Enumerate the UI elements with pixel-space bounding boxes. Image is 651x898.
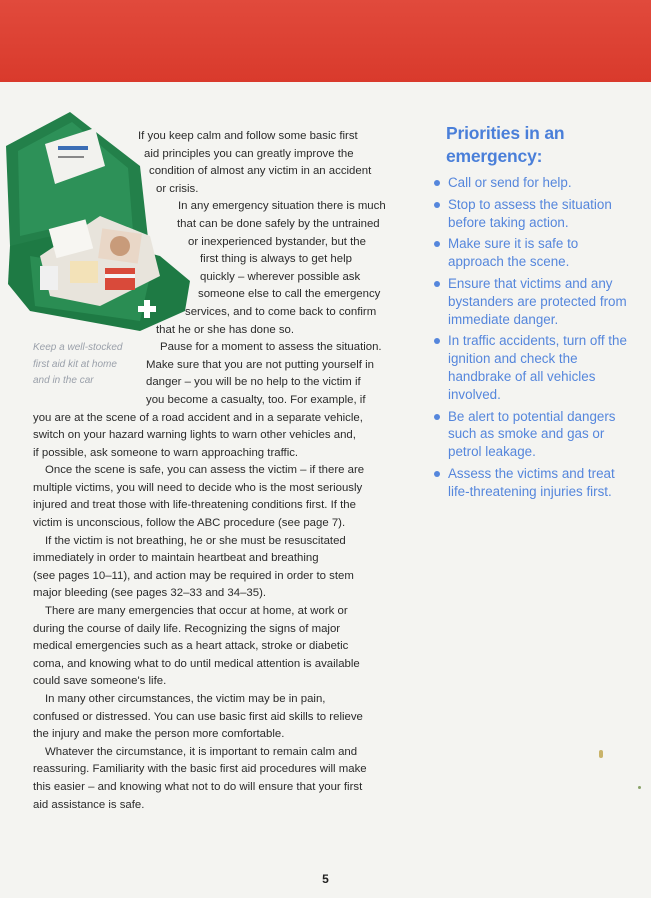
body-line: If the victim is not breathing, he or she must be resuscitated (45, 534, 346, 547)
body-line: switch on your hazard warning lights to warn other vehicles and, (33, 429, 356, 442)
bullet-icon (434, 471, 440, 477)
body-line: immediately in order to maintain heartbeat and breathing (33, 552, 319, 565)
body-line: aid assistance is safe. (33, 798, 145, 811)
bullet-icon (434, 180, 440, 186)
body-line: aid principles you can greatly improve the (144, 147, 354, 160)
sidebar-title-line: emergency: (446, 146, 543, 166)
main-body-text (33, 128, 408, 814)
body-line: condition of almost any victim in an accident (149, 165, 372, 178)
body-line: confused or distressed. You can use basic first aid skills to relieve (33, 710, 363, 723)
priorities-list (432, 174, 632, 501)
body-line: coma, and knowing what to do until medical attention is available (33, 657, 360, 670)
body-line: (see pages 10–11), and action may be required in order to stem (33, 569, 354, 582)
body-line: If you keep calm and follow some basic first (138, 130, 358, 142)
body-line: if possible, ask someone to warn approaching traffic. (33, 446, 299, 459)
body-line: danger – you will be no help to the victim if (146, 376, 361, 389)
body-line: medical emergencies such as a heart attack, stroke or diabetic (33, 640, 349, 653)
body-line: Pause for a moment to assess the situation. (160, 341, 382, 354)
body-line: victim is unconscious, follow the ABC procedure (see page 7). (33, 517, 346, 530)
body-line: this easier – and knowing what not to do will ensure that your first (33, 780, 363, 793)
priority-item (432, 235, 632, 271)
priority-text: Stop to assess the situation before taking action. (448, 196, 612, 230)
body-line: that he or she has done so. (156, 323, 295, 336)
decorative-speck (638, 786, 641, 789)
priority-text: Be alert to potential dangers such as smoke and gas or petrol leakage. (448, 408, 616, 460)
priority-text: Call or send for help. (448, 175, 572, 190)
body-line: Whatever the circumstance, it is important to remain calm and (45, 745, 358, 758)
body-line: during the course of daily life. Recognizing the signs of major (33, 622, 341, 635)
priorities-sidebar (432, 122, 632, 505)
body-line: major bleeding (see pages 32–33 and 34–35). (33, 587, 267, 600)
bullet-icon (434, 281, 440, 287)
body-line: someone else to call the emergency (198, 288, 381, 301)
bullet-icon (434, 241, 440, 247)
priority-item (432, 332, 632, 403)
body-line: first thing is always to get help (200, 253, 352, 266)
body-line: you become a casualty, too. For example, if (146, 393, 366, 406)
body-line: the injury and make the person more comfortable. (33, 728, 285, 741)
body-line: In many other circumstances, the victim may be in pain, (45, 693, 326, 705)
page-number: 5 (322, 872, 329, 886)
body-line: multiple victims, you will need to decide who is the most seriously (33, 481, 363, 494)
sidebar-title-line: Priorities in an (446, 123, 565, 143)
body-line: that can be done safely by the untrained (177, 217, 380, 230)
body-line: or inexperienced bystander, but the (188, 235, 366, 248)
decorative-speck (599, 750, 603, 758)
priority-text: Assess the victims and treat life-threatening injuries first. (448, 465, 615, 499)
bullet-icon (434, 414, 440, 420)
priority-item (432, 275, 632, 328)
body-line: In any emergency situation there is much (178, 200, 386, 213)
body-line: There are many emergencies that occur at home, at work or (45, 605, 348, 618)
bullet-icon (434, 202, 440, 208)
caption-line: and in the car (33, 375, 94, 386)
body-line: Once the scene is safe, you can assess the victim – if there are (45, 464, 365, 477)
body-line: could save someone's life. (33, 675, 167, 688)
body-line: Make sure that you are not putting yourself in (146, 358, 374, 371)
bullet-icon (434, 338, 440, 344)
body-line: quickly – wherever possible ask (200, 270, 361, 283)
priority-item (432, 196, 632, 232)
priority-text: Make sure it is safe to approach the scene. (448, 236, 579, 270)
body-line: or crisis. (156, 182, 199, 195)
priority-text: In traffic accidents, turn off the ignition and check the handbrake of all vehicles involved. (448, 333, 627, 402)
priority-text: Ensure that victims and any bystanders are protected from immediate danger. (448, 275, 627, 327)
caption-line: Keep a well-stocked (33, 342, 123, 353)
body-line: reassuring. Familiarity with the basic first aid procedures will make (33, 763, 367, 776)
body-line: you are at the scene of a road accident and in a separate vehicle, (33, 411, 363, 424)
body-line: services, and to come back to confirm (185, 305, 377, 318)
priority-item (432, 465, 632, 501)
top-color-band (0, 0, 651, 82)
sidebar-title (446, 122, 632, 168)
priority-item (432, 174, 632, 192)
caption-line: first aid kit at home (33, 358, 117, 370)
priority-item (432, 408, 632, 461)
body-line: injured and treat those with life-threatening conditions first. If the (33, 499, 356, 512)
